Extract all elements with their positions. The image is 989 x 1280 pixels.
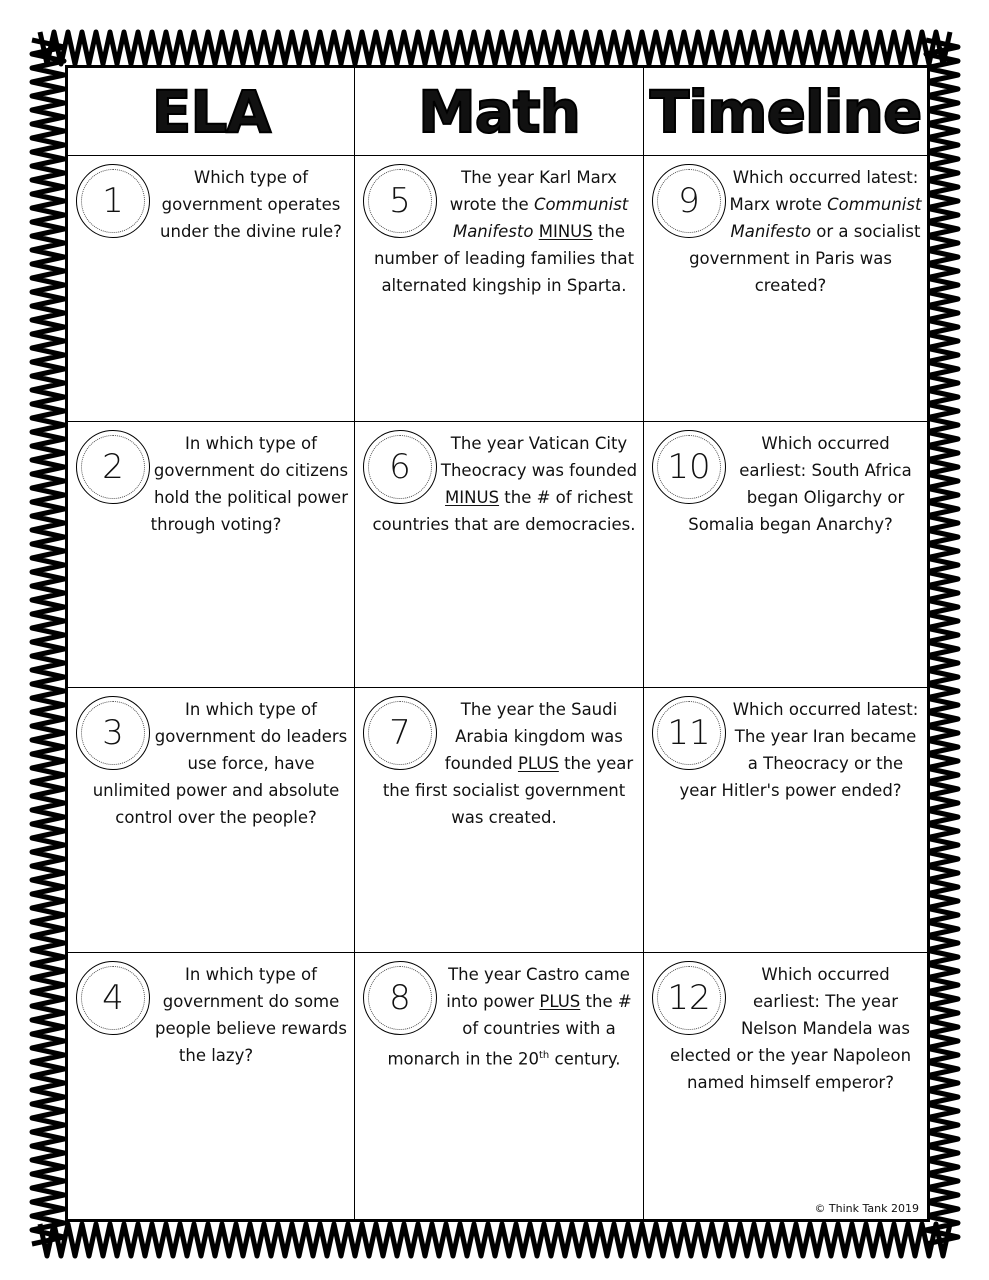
header-timeline: Timeline bbox=[644, 68, 927, 156]
zigzag-edge bbox=[40, 1224, 950, 1256]
question-text bbox=[369, 696, 639, 831]
zigzag-edge bbox=[40, 32, 950, 64]
question-number: 10 bbox=[667, 446, 711, 487]
question-text bbox=[82, 961, 350, 1069]
question-text-segment: or a socialist government in Paris was created? bbox=[689, 222, 921, 295]
worksheet-grid bbox=[65, 65, 930, 1222]
question-text-segment: The year Karl Marx wrote the bbox=[449, 168, 617, 214]
question-text-segment: In which type of government do some people believe rewards the lazy? bbox=[154, 965, 348, 1066]
question-text-segment: Which occurred latest: The year Iran became a Theocracy or the year Hitler's power ended? bbox=[679, 699, 919, 800]
question-text bbox=[658, 430, 923, 538]
zigzag-edge bbox=[926, 40, 958, 1244]
question-number: 4 bbox=[102, 978, 124, 1019]
question-number: 8 bbox=[389, 978, 411, 1019]
question-text bbox=[369, 961, 639, 1073]
question-cell bbox=[68, 953, 355, 1219]
question-number: 12 bbox=[667, 978, 711, 1019]
question-text-segment: the # of countries with a monarch in the 20 bbox=[387, 992, 632, 1069]
question-cell bbox=[644, 422, 927, 688]
question-number: 6 bbox=[389, 446, 411, 487]
copyright: © Think Tank 2019 bbox=[814, 1202, 919, 1215]
question-text-segment: the year the first socialist government was created. bbox=[382, 753, 634, 827]
header-math: Math bbox=[355, 68, 644, 156]
question-cell bbox=[68, 156, 355, 422]
question-text bbox=[82, 696, 350, 831]
question-cell bbox=[644, 156, 927, 422]
question-cell bbox=[644, 953, 927, 1219]
question-cell bbox=[68, 422, 355, 688]
question-number: 3 bbox=[102, 712, 124, 753]
question-text bbox=[658, 696, 923, 804]
question-text-segment: Which type of government operates under the divine rule? bbox=[160, 168, 342, 241]
question-text bbox=[82, 164, 350, 245]
question-text-segment: Which occurred earliest: South Africa began Oligarchy or Somalia began Anarchy? bbox=[688, 433, 912, 534]
header-ela: ELA bbox=[68, 68, 355, 156]
question-text-segment: In which type of government do citizens hold the political power through voting? bbox=[150, 433, 349, 534]
question-cell bbox=[644, 688, 927, 954]
question-number: 7 bbox=[389, 712, 411, 753]
question-text bbox=[82, 430, 350, 538]
question-text-segment: The year the Saudi Arabia kingdom was founded bbox=[444, 699, 623, 773]
question-text-segment: MINUS bbox=[538, 222, 593, 241]
question-text-segment: MINUS bbox=[445, 487, 500, 507]
question-text bbox=[369, 164, 639, 299]
zigzag-edge bbox=[32, 40, 64, 1244]
question-cell bbox=[355, 422, 644, 688]
question-text bbox=[658, 961, 923, 1096]
question-text-segment: PLUS bbox=[517, 753, 559, 773]
question-text-segment: Communist Manifesto bbox=[730, 195, 922, 241]
question-text-segment: PLUS bbox=[539, 992, 581, 1012]
question-number: 2 bbox=[102, 446, 124, 487]
question-text-segment: the number of leading families that alternated kingship in Sparta. bbox=[373, 222, 635, 295]
question-text-segment: the # of richest countries that are democracies. bbox=[372, 487, 636, 534]
question-text-segment: th bbox=[538, 1050, 550, 1062]
question-number: 1 bbox=[102, 181, 124, 221]
question-text-segment: Which occurred earliest: The year Nelson Mandela was elected or the year Napoleon named himself emperor? bbox=[669, 965, 912, 1093]
question-cell bbox=[355, 953, 644, 1219]
question-number: 5 bbox=[389, 181, 411, 221]
question-text-segment: century. bbox=[549, 1049, 621, 1069]
question-text-segment: The year Castro came into power bbox=[446, 965, 630, 1012]
question-text-segment: Which occurred latest: Marx wrote bbox=[729, 168, 919, 214]
question-text-segment: The year Vatican City Theocracy was founded bbox=[440, 433, 638, 480]
question-number: 9 bbox=[678, 181, 700, 221]
question-text-segment: Communist Manifesto bbox=[452, 195, 629, 241]
question-text bbox=[658, 164, 923, 299]
question-cell bbox=[68, 688, 355, 954]
question-text-segment: In which type of government do leaders use force, have unlimited power and absolute control over the people? bbox=[92, 699, 348, 827]
question-cell bbox=[355, 156, 644, 422]
question-text bbox=[369, 430, 639, 538]
question-number: 11 bbox=[667, 712, 711, 753]
question-cell bbox=[355, 688, 644, 954]
